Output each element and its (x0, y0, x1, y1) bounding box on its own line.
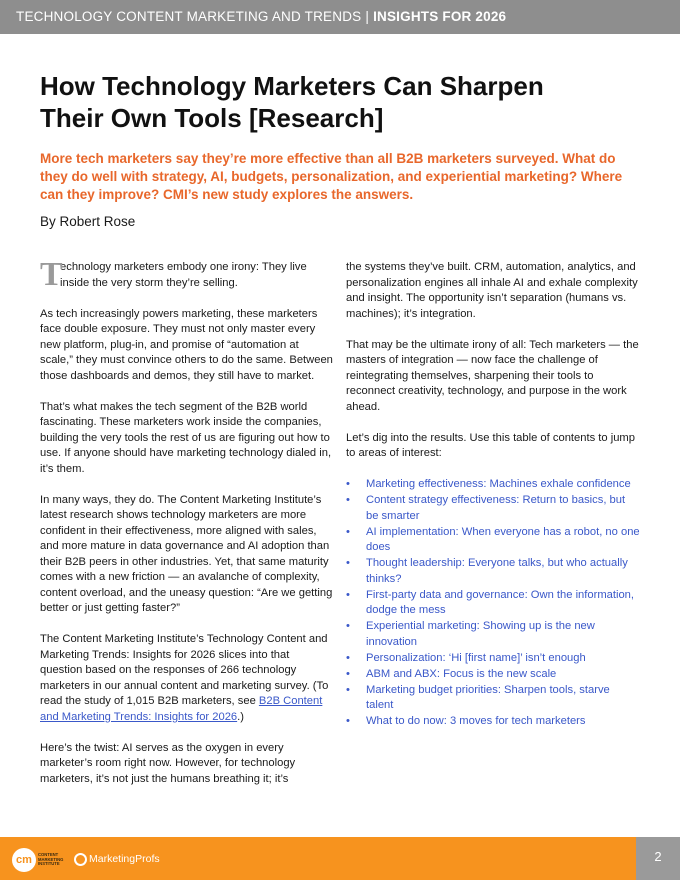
paragraph: Here’s the twist: AI serves as the oxygen in every marketer’s room right now. However, for technology marketers, it’s not just the humans breathing it; it’s (40, 741, 296, 785)
bullet-icon: • (346, 494, 350, 506)
cmi-logo-text: CONTENT MARKETING INSTITUTE (38, 852, 64, 867)
bullet-icon: • (346, 651, 350, 664)
toc-item[interactable] (346, 619, 640, 650)
paragraph: Let’s dig into the results. Use this table of contents to jump to areas of interest: (346, 431, 635, 459)
marketingprofs-logo-text: MarketingProfs (89, 853, 160, 865)
page-number: 2 (636, 837, 680, 880)
drop-cap: T (40, 256, 63, 293)
header-report: INSIGHTS FOR 2026 (373, 9, 507, 24)
bullet-icon: • (346, 715, 350, 727)
toc-item[interactable] (346, 493, 640, 524)
toc-link[interactable]: Content strategy effectiveness: Return to basics, but be smarter (366, 494, 626, 522)
paragraph: That may be the ultimate irony of all: Tech marketers — the masters of integration — now face the challenge of reintegrating themselves, sharpening their tools to reconnect creativity, technology, and purpose in the work ahead. (346, 338, 639, 413)
header-section: TECHNOLOGY CONTENT MARKETING AND TRENDS (16, 9, 362, 24)
toc-link[interactable]: What to do now: 3 moves for tech marketers (366, 715, 586, 727)
paragraph-intro (40, 256, 334, 293)
bullet-icon: • (346, 683, 350, 696)
byline: By Robert Rose (40, 214, 136, 229)
toc-item[interactable] (346, 667, 640, 683)
article-title: How Technology Marketers Can Sharpen Their Own Tools [Research] (40, 71, 544, 133)
marketingprofs-logo (74, 849, 160, 869)
toc-link[interactable]: ABM and ABX: Focus is the new scale (366, 667, 557, 680)
bullet-icon: • (346, 620, 350, 632)
toc-link[interactable]: AI implementation: When everyone has a robot, no one does (366, 525, 640, 553)
toc-item[interactable] (346, 588, 640, 619)
b2b-study-link[interactable]: B2B Content and Marketing Trends: Insights for 2026 (40, 695, 323, 723)
bullet-icon: • (346, 667, 350, 680)
toc-item[interactable] (346, 525, 640, 556)
paragraph: As tech increasingly powers marketing, these marketers face double exposure. They must not only master every new platform, plug-in, and promise of “automation at scale,” they must convince others to do the same. Between those dashboards and demos, they still have to market. (40, 307, 333, 382)
toc-item[interactable] (346, 683, 640, 714)
toc-link[interactable]: Marketing effectiveness: Machines exhale confidence (366, 478, 631, 490)
paragraph: In many ways, they do. The Content Marketing Institute’s latest research shows technology marketers are more confident in their effectiveness, more aligned with sales, and more mature in data governance and AI adoption than their B2B peers in other industries. Yet, that same maturity comes with a new friction — an avalanche of complexity, content overload, and the uneasy question: “Are we getting better or just getting faster?” (40, 493, 333, 614)
toc-link[interactable]: Personalization: ‘Hi [first name]’ isn’t enough (366, 651, 586, 664)
bullet-icon: • (346, 557, 350, 569)
paragraph-text: .) (237, 710, 244, 723)
table-of-contents (346, 477, 640, 730)
toc-item[interactable] (346, 651, 640, 667)
header-separator: | (365, 9, 370, 24)
article-deck: More tech marketers say they’re more effective than all B2B marketers surveyed. What do they do well with strategy, AI, budgets, personalization, and experiential marketing? Where can they improve? CMI’s new study explores the answers. (40, 151, 623, 202)
cmi-logo-icon: cm (12, 848, 36, 872)
toc-link[interactable]: Experiential marketing: Showing up is the new innovation (366, 620, 595, 648)
bullet-icon: • (346, 525, 350, 538)
running-header (0, 0, 680, 34)
bullet-icon: • (346, 478, 350, 490)
paragraph: the systems they’ve built. CRM, automation, analytics, and personalization engines all inhale AI and exhale complexity and insight. The opportunity isn’t separation (humans vs. machines); it’s integration. (346, 261, 638, 320)
paragraph-study (40, 632, 334, 725)
cmi-logo (12, 847, 64, 873)
paragraph-text: The Content Marketing Institute’s Technology Content and Marketing Trends: Insights for 2026 slices into that question based on the responses of 266 technology marketers in our annual content and marketing survey. (To read the study of 1,015 B2B marketers, see (40, 633, 329, 707)
body-column-left (40, 256, 334, 803)
marketingprofs-logo-icon (74, 853, 87, 866)
bullet-icon: • (346, 588, 350, 601)
paragraph: That’s what makes the tech segment of the B2B world fascinating. These marketers work inside the companies, building the very tools the rest of us are figuring out how to use. If anyone should have marketing technology dialed in, it’s them. (40, 400, 332, 475)
toc-item[interactable] (346, 556, 640, 587)
body-column-right (346, 260, 640, 730)
toc-item[interactable] (346, 714, 640, 730)
paragraph-intro-text: echnology marketers embody one irony: They live inside the very storm they’re selling. (60, 261, 307, 289)
toc-link[interactable]: First-party data and governance: Own the information, dodge the mess (366, 588, 635, 616)
toc-link[interactable]: Marketing budget priorities: Sharpen tools, starve talent (366, 683, 610, 711)
toc-link[interactable]: Thought leadership: Everyone talks, but who actually thinks? (366, 557, 628, 585)
toc-item[interactable] (346, 477, 640, 493)
